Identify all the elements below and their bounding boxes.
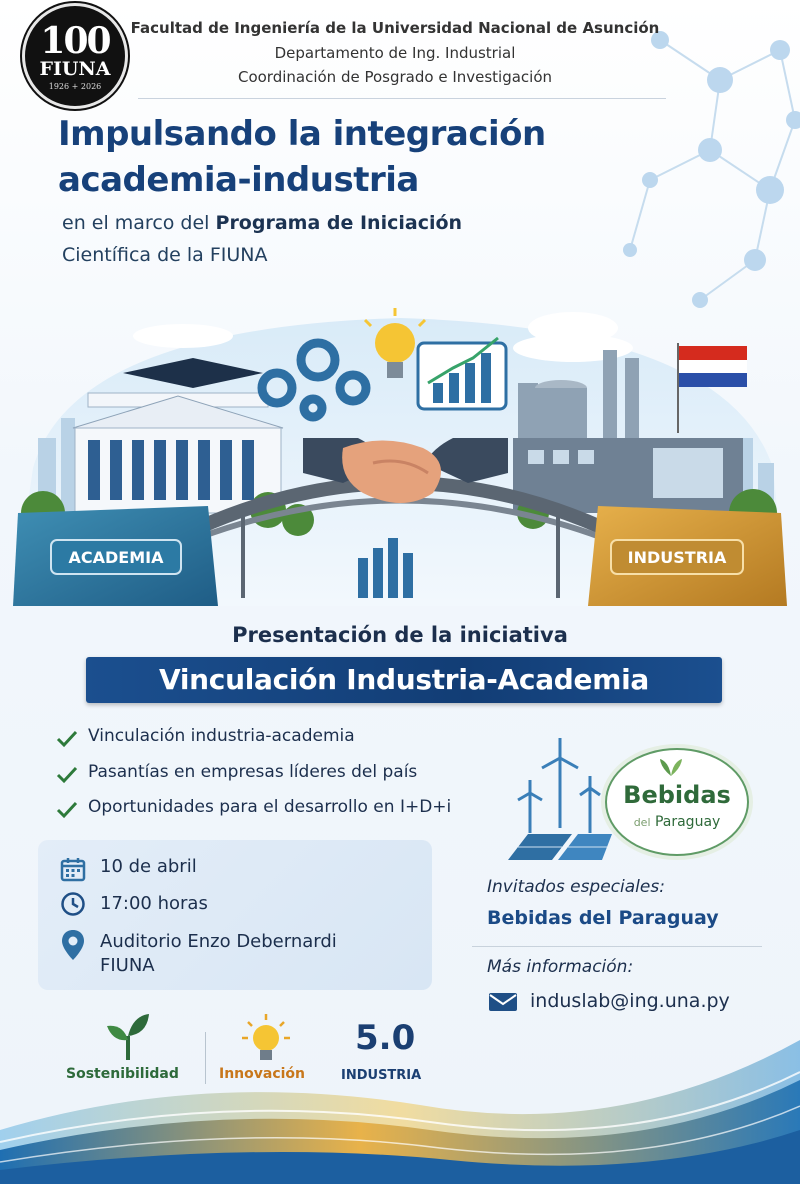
event-place: Auditorio Enzo Debernardi FIUNA <box>100 931 337 976</box>
faculty-name: Facultad de Ingeniería de la Universidad Nacional de Asunción <box>130 19 660 37</box>
logo-years: 1926 + 2026 <box>48 82 102 91</box>
department-name: Departamento de Ing. Industrial <box>274 44 516 62</box>
envelope-icon <box>488 992 518 1012</box>
clock-icon <box>60 891 86 917</box>
main-title-line2: academia-industria <box>58 160 419 200</box>
check-icon <box>56 728 78 748</box>
footer-divider <box>205 1032 206 1084</box>
coordination-name: Coordinación de Posgrado e Investigación <box>237 68 553 86</box>
check-icon <box>56 799 78 819</box>
presentation-heading: Presentación de la iniciativa <box>232 623 568 647</box>
innovacion-label: Innovación <box>219 1066 306 1082</box>
calendar-icon <box>60 856 86 882</box>
sprout-icon <box>103 1012 153 1062</box>
initiative-name: Vinculación Industria-Academia <box>158 663 649 696</box>
event-date: 10 de abril <box>100 856 197 877</box>
subtitle-line2: Científica de la FIUNA <box>62 244 268 266</box>
location-pin-icon <box>60 928 86 962</box>
logo-name: FIUNA <box>39 58 111 80</box>
main-title-line1: Impulsando la integración <box>58 114 546 154</box>
event-flyer: 100 FIUNA 1926 + 2026 Facultad de Ingeniería de la Universidad Nacional de Asunción Departamento de Ing. Industrial Coordinación de Posgrado e Investigación Impulsando la integración academia-industria en el marco del Programa de Iniciación Científica de la FIUNA ACADEMIA INDUSTRIA Presentación de la iniciativa Vinculación Industria-Academia Vinculación industria-academia Pasantías en empresas líderes del país Oportunidades para el desarrollo en I+D+i 10 de abril 17:00 horas Auditorio Enzo Debernardi FIUNA Bebidas del Paraguay Invitados especiales: Bebidas del Paraguay Más información: induslab@ing.una.py Sostenibilidad Innovación 5.0 INDUSTRIA <box>0 0 800 1184</box>
event-time: 17:00 horas <box>100 893 208 914</box>
contact-divider <box>472 946 762 947</box>
industria-label: INDUSTRIA <box>627 548 727 567</box>
initiative-banner <box>86 657 722 703</box>
leaf-icon <box>656 756 686 778</box>
guests-label: Invitados especiales: <box>487 877 665 897</box>
sostenibilidad-label: Sostenibilidad <box>66 1066 179 1082</box>
sponsor-subtitle: del Paraguay <box>633 814 721 830</box>
lightbulb-icon <box>240 1012 292 1064</box>
industria-five-number: 5.0 <box>355 1018 416 1058</box>
check-icon <box>56 764 78 784</box>
wind-solar-icon <box>500 738 620 862</box>
contact-email[interactable]: induslab@ing.una.py <box>530 990 730 1012</box>
more-info-label: Más información: <box>487 957 634 977</box>
fiuna-centenary-logo <box>22 3 128 109</box>
header-divider <box>138 98 666 99</box>
academia-label: ACADEMIA <box>68 548 164 567</box>
sponsor-name: Bebidas <box>623 781 731 809</box>
academia-industria-illustration <box>13 288 787 606</box>
logo-number: 100 <box>40 20 110 62</box>
industria-five-label: INDUSTRIA <box>341 1068 422 1083</box>
subtitle-line1: en el marco del Programa de Iniciación <box>62 212 463 234</box>
guests-value: Bebidas del Paraguay <box>487 907 719 929</box>
